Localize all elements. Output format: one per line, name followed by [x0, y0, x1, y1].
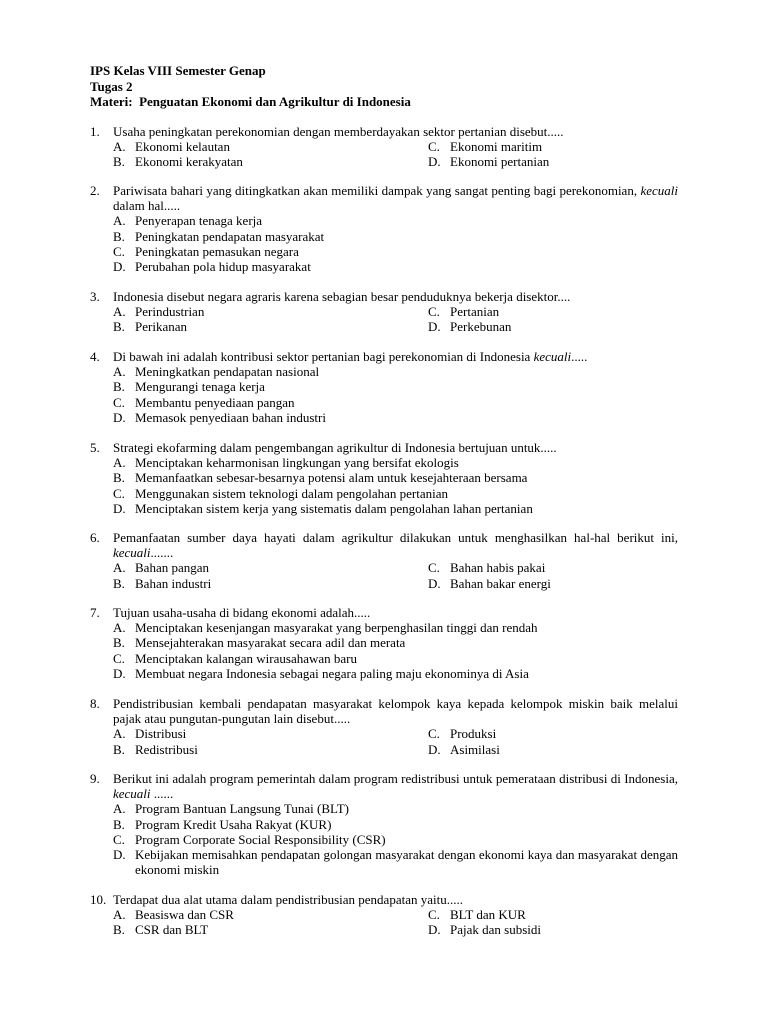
option-text: BLT dan KUR [450, 907, 526, 923]
answer-options [90, 304, 678, 334]
question-text: Tujuan usaha-usaha di bidang ekonomi adalah..... [113, 605, 371, 620]
option-text: Asimilasi [450, 741, 500, 757]
option-a[interactable]: A. Meningkatkan pendapatan nasional [90, 364, 678, 379]
option-text: Menciptakan kalangan wirausahawan baru [135, 650, 357, 666]
answer-options [90, 801, 678, 877]
question-text: Berikut ini adalah program pemerintah dalam program redistribusi untuk pemerataan distribusi di Indonesia, kecuali ...... [113, 771, 678, 802]
option-text: Perindustrian [135, 304, 205, 320]
question-number: 8. [90, 696, 100, 711]
option-text: Distribusi [135, 726, 187, 742]
question-stem [90, 440, 678, 455]
option-text: Menciptakan kesenjangan masyarakat yang berpenghasilan tinggi dan rendah [135, 620, 538, 636]
answer-options [90, 139, 678, 169]
question-8 [90, 696, 678, 757]
option-a[interactable]: A. Ekonomi kelautan [90, 139, 405, 154]
question-text: Pendistribusian kembali pendapatan masyarakat kelompok kaya kepada kelompok miskin baik melalui pajak atau pungutan-pungutan lain disebut..... [113, 696, 678, 727]
answer-options [90, 455, 678, 516]
option-b[interactable]: B. Perikanan [90, 319, 405, 334]
option-d[interactable]: D. Memasok penyediaan bahan industri [90, 410, 678, 425]
option-b[interactable]: B. Mensejahterakan masyarakat secara adil dan merata [90, 635, 678, 650]
question-7 [90, 605, 678, 681]
question-text: Strategi ekofarming dalam pengembangan agrikultur di Indonesia bertujuan untuk..... [113, 440, 557, 455]
option-d[interactable]: D. Pajak dan subsidi [405, 922, 678, 937]
question-2 [90, 183, 678, 274]
option-text: Bahan habis pakai [450, 560, 546, 576]
option-c[interactable]: C. Peningkatan pemasukan negara [90, 244, 678, 259]
option-text: Beasiswa dan CSR [135, 907, 234, 923]
question-stem [90, 605, 678, 620]
question-stem [90, 183, 678, 213]
option-text: Ekonomi kerakyatan [135, 154, 243, 170]
option-text: Mengurangi tenaga kerja [135, 379, 265, 395]
option-text: Redistribusi [135, 741, 198, 757]
option-b[interactable]: B. Redistribusi [90, 742, 405, 757]
option-text: Membantu penyediaan pangan [135, 394, 295, 410]
option-b[interactable]: B. Program Kredit Usaha Rakyat (KUR) [90, 817, 678, 832]
assignment-heading: Tugas 2 [90, 79, 133, 94]
question-text: Indonesia disebut negara agraris karena sebagian besar penduduknya bekerja disektor.... [113, 289, 571, 304]
option-d[interactable]: D. Bahan bakar energi [405, 576, 678, 591]
question-number: 9. [90, 771, 100, 786]
option-d[interactable]: D. Kebijakan memisahkan pendapatan golongan masyarakat dengan ekonomi kaya dan masyarakat dengan ekonomi miskin [113, 847, 678, 878]
option-text: Perikanan [135, 319, 187, 335]
question-number: 5. [90, 440, 100, 455]
topic-heading [90, 94, 411, 109]
question-stem [90, 289, 678, 304]
option-text: Membuat negara Indonesia sebagai negara paling maju ekonominya di Asia [135, 665, 529, 681]
option-c[interactable]: C. Ekonomi maritim [405, 139, 678, 154]
question-9 [90, 771, 678, 877]
option-a[interactable]: A. Bahan pangan [90, 560, 405, 575]
question-1 [90, 124, 678, 170]
question-6 [90, 530, 678, 591]
option-text: Menciptakan sistem kerja yang sistematis dalam pengolahan lahan pertanian [135, 500, 533, 516]
answer-options [90, 620, 678, 681]
option-text: Kebijakan memisahkan pendapatan golongan masyarakat dengan ekonomi kaya dan masyarakat dengan ekonomi miskin [135, 847, 678, 878]
option-text: Meningkatkan pendapatan nasional [135, 364, 320, 380]
question-stem [90, 530, 678, 560]
question-3 [90, 289, 678, 335]
option-text: Memanfaatkan sebesar-besarnya potensi alam untuk kesejahteraan bersama [135, 470, 528, 486]
option-c[interactable]: C. BLT dan KUR [405, 907, 678, 922]
option-c[interactable]: C. Membantu penyediaan pangan [90, 395, 678, 410]
topic-label: Materi: [90, 94, 133, 109]
question-10 [90, 892, 678, 938]
option-c[interactable]: C. Produksi [405, 726, 678, 741]
subject-heading: IPS Kelas VIII Semester Genap [90, 63, 266, 78]
option-text: Penyerapan tenaga kerja [135, 213, 263, 229]
option-d[interactable]: D. Menciptakan sistem kerja yang sistematis dalam pengolahan lahan pertanian [90, 501, 678, 516]
option-text: Pertanian [450, 304, 500, 320]
question-stem [90, 124, 678, 139]
option-b[interactable]: B. Peningkatan pendapatan masyarakat [90, 229, 678, 244]
option-text: Perkebunan [450, 319, 512, 335]
option-c[interactable]: C. Menciptakan kalangan wirausahawan baru [90, 651, 678, 666]
option-text: Produksi [450, 726, 497, 742]
question-text: Pemanfaatan sumber daya hayati dalam agrikultur dilakukan untuk menghasilkan hal-hal berikut ini, kecuali....... [113, 530, 678, 561]
option-text: Bahan industri [135, 575, 212, 591]
question-text: Pariwisata bahari yang ditingkatkan akan memiliki dampak yang sangat penting bagi perekonomian, kecuali dalam hal..... [113, 183, 678, 214]
question-stem [90, 892, 678, 907]
answer-options [90, 213, 678, 274]
option-d[interactable]: D. Perkebunan [405, 319, 678, 334]
option-c[interactable]: C. Bahan habis pakai [405, 560, 678, 575]
option-a[interactable]: A. Distribusi [90, 726, 405, 741]
answer-options [90, 907, 678, 937]
option-b[interactable]: B. Ekonomi kerakyatan [90, 154, 405, 169]
option-c[interactable]: C. Program Corporate Social Responsibility (CSR) [90, 832, 678, 847]
option-c[interactable]: C. Menggunakan sistem teknologi dalam pengolahan pertanian [90, 486, 678, 501]
option-a[interactable]: A. Penyerapan tenaga kerja [90, 213, 678, 228]
option-text: CSR dan BLT [135, 922, 209, 938]
question-number: 3. [90, 289, 100, 304]
option-text: Ekonomi maritim [450, 139, 543, 155]
option-text: Mensejahterakan masyarakat secara adil dan merata [135, 635, 406, 651]
option-a[interactable]: A. Program Bantuan Langsung Tunai (BLT) [90, 801, 678, 816]
question-number: 10. [90, 892, 107, 907]
option-a[interactable]: A. Beasiswa dan CSR [90, 907, 405, 922]
question-stem [90, 696, 678, 726]
answer-options [90, 364, 678, 425]
option-d[interactable]: D. Asimilasi [405, 742, 678, 757]
question-text: Terdapat dua alat utama dalam pendistribusian pendapatan yaitu..... [113, 892, 463, 907]
option-b[interactable]: B. Mengurangi tenaga kerja [90, 379, 678, 394]
option-text: Peningkatan pemasukan negara [135, 243, 299, 259]
option-text: Pajak dan subsidi [450, 922, 541, 938]
topic-text: Penguatan Ekonomi dan Agrikultur di Indonesia [139, 94, 411, 109]
option-d[interactable]: D. Membuat negara Indonesia sebagai negara paling maju ekonominya di Asia [90, 666, 678, 681]
question-text: Di bawah ini adalah kontribusi sektor pertanian bagi perekonomian di Indonesia kecuali..... [113, 349, 588, 364]
option-c[interactable]: C. Pertanian [405, 304, 678, 319]
option-text: Program Bantuan Langsung Tunai (BLT) [135, 801, 350, 817]
option-text: Program Kredit Usaha Rakyat (KUR) [135, 816, 332, 832]
option-b[interactable]: B. Memanfaatkan sebesar-besarnya potensi alam untuk kesejahteraan bersama [90, 470, 678, 485]
question-number: 4. [90, 349, 100, 364]
question-number: 1. [90, 124, 100, 139]
option-text: Perubahan pola hidup masyarakat [135, 259, 311, 275]
question-stem [90, 771, 678, 801]
option-b[interactable]: B. Bahan industri [90, 576, 405, 591]
option-a[interactable]: A. Menciptakan kesenjangan masyarakat yang berpenghasilan tinggi dan rendah [90, 620, 678, 635]
option-text: Ekonomi kelautan [135, 139, 230, 155]
option-a[interactable]: A. Perindustrian [90, 304, 405, 319]
question-4 [90, 349, 678, 425]
question-5 [90, 440, 678, 516]
option-text: Menciptakan keharmonisan lingkungan yang bersifat ekologis [135, 455, 459, 471]
option-text: Program Corporate Social Responsibility (CSR) [135, 831, 386, 847]
option-d[interactable]: D. Perubahan pola hidup masyarakat [90, 259, 678, 274]
answer-options [90, 726, 678, 756]
answer-options [90, 560, 678, 590]
option-text: Memasok penyediaan bahan industri [135, 409, 326, 425]
option-d[interactable]: D. Ekonomi pertanian [405, 154, 678, 169]
question-number: 2. [90, 183, 100, 198]
option-text: Ekonomi pertanian [450, 154, 550, 170]
option-a[interactable]: A. Menciptakan keharmonisan lingkungan yang bersifat ekologis [90, 455, 678, 470]
option-text: Menggunakan sistem teknologi dalam pengolahan pertanian [135, 485, 448, 501]
option-text: Bahan bakar energi [450, 575, 551, 591]
question-text: Usaha peningkatan perekonomian dengan memberdayakan sektor pertanian disebut..... [113, 124, 564, 139]
question-stem [90, 349, 678, 364]
option-b[interactable]: B. CSR dan BLT [90, 922, 405, 937]
question-number: 7. [90, 605, 100, 620]
option-text: Peningkatan pendapatan masyarakat [135, 228, 325, 244]
option-text: Bahan pangan [135, 560, 210, 576]
question-number: 6. [90, 530, 100, 545]
